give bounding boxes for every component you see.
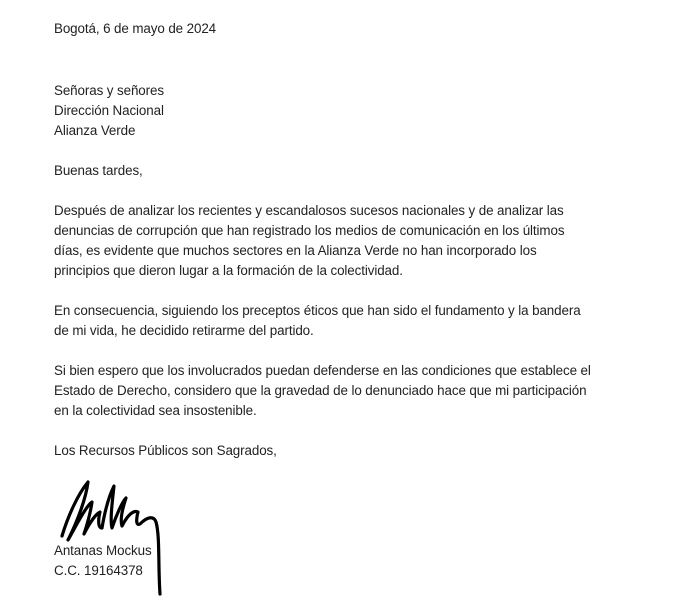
- signer-id: C.C. 19164378: [54, 563, 143, 578]
- paragraph-1-line: denuncias de corrupción que han registrado los medios de comunicación en los últimos: [54, 223, 565, 238]
- paragraph-3-line: Estado de Derecho, considero que la gravedad de lo denunciado hace que mi participación: [54, 383, 587, 398]
- paragraph-2-line: de mi vida, he decidido retirarme del partido.: [54, 323, 314, 338]
- letter-date: Bogotá, 6 de mayo de 2024: [54, 21, 217, 36]
- paragraph-1-line: Después de analizar los recientes y escandalosos sucesos nacionales y de analizar las: [54, 203, 564, 218]
- closing: Los Recursos Públicos son Sagrados,: [54, 443, 277, 458]
- recipient-line: Alianza Verde: [54, 123, 136, 138]
- signer-name: Antanas Mockus: [54, 543, 152, 558]
- paragraph-1-line: principios que dieron lugar a la formación de la colectividad.: [54, 263, 403, 278]
- greeting: Buenas tardes,: [54, 163, 143, 178]
- paragraph-3-line: en la colectividad sea insostenible.: [54, 403, 257, 418]
- recipient-line: Dirección Nacional: [54, 103, 164, 118]
- paragraph-1-line: días, es evidente que muchos sectores en la Alianza Verde no han incorporado los: [54, 243, 537, 258]
- paragraph-3-line: Si bien espero que los involucrados puedan defenderse en las condiciones que establece el: [54, 363, 591, 378]
- paragraph-2-line: En consecuencia, siguiendo los preceptos éticos que han sido el fundamento y la bandera: [54, 303, 581, 318]
- recipient-line: Señoras y señores: [54, 83, 164, 98]
